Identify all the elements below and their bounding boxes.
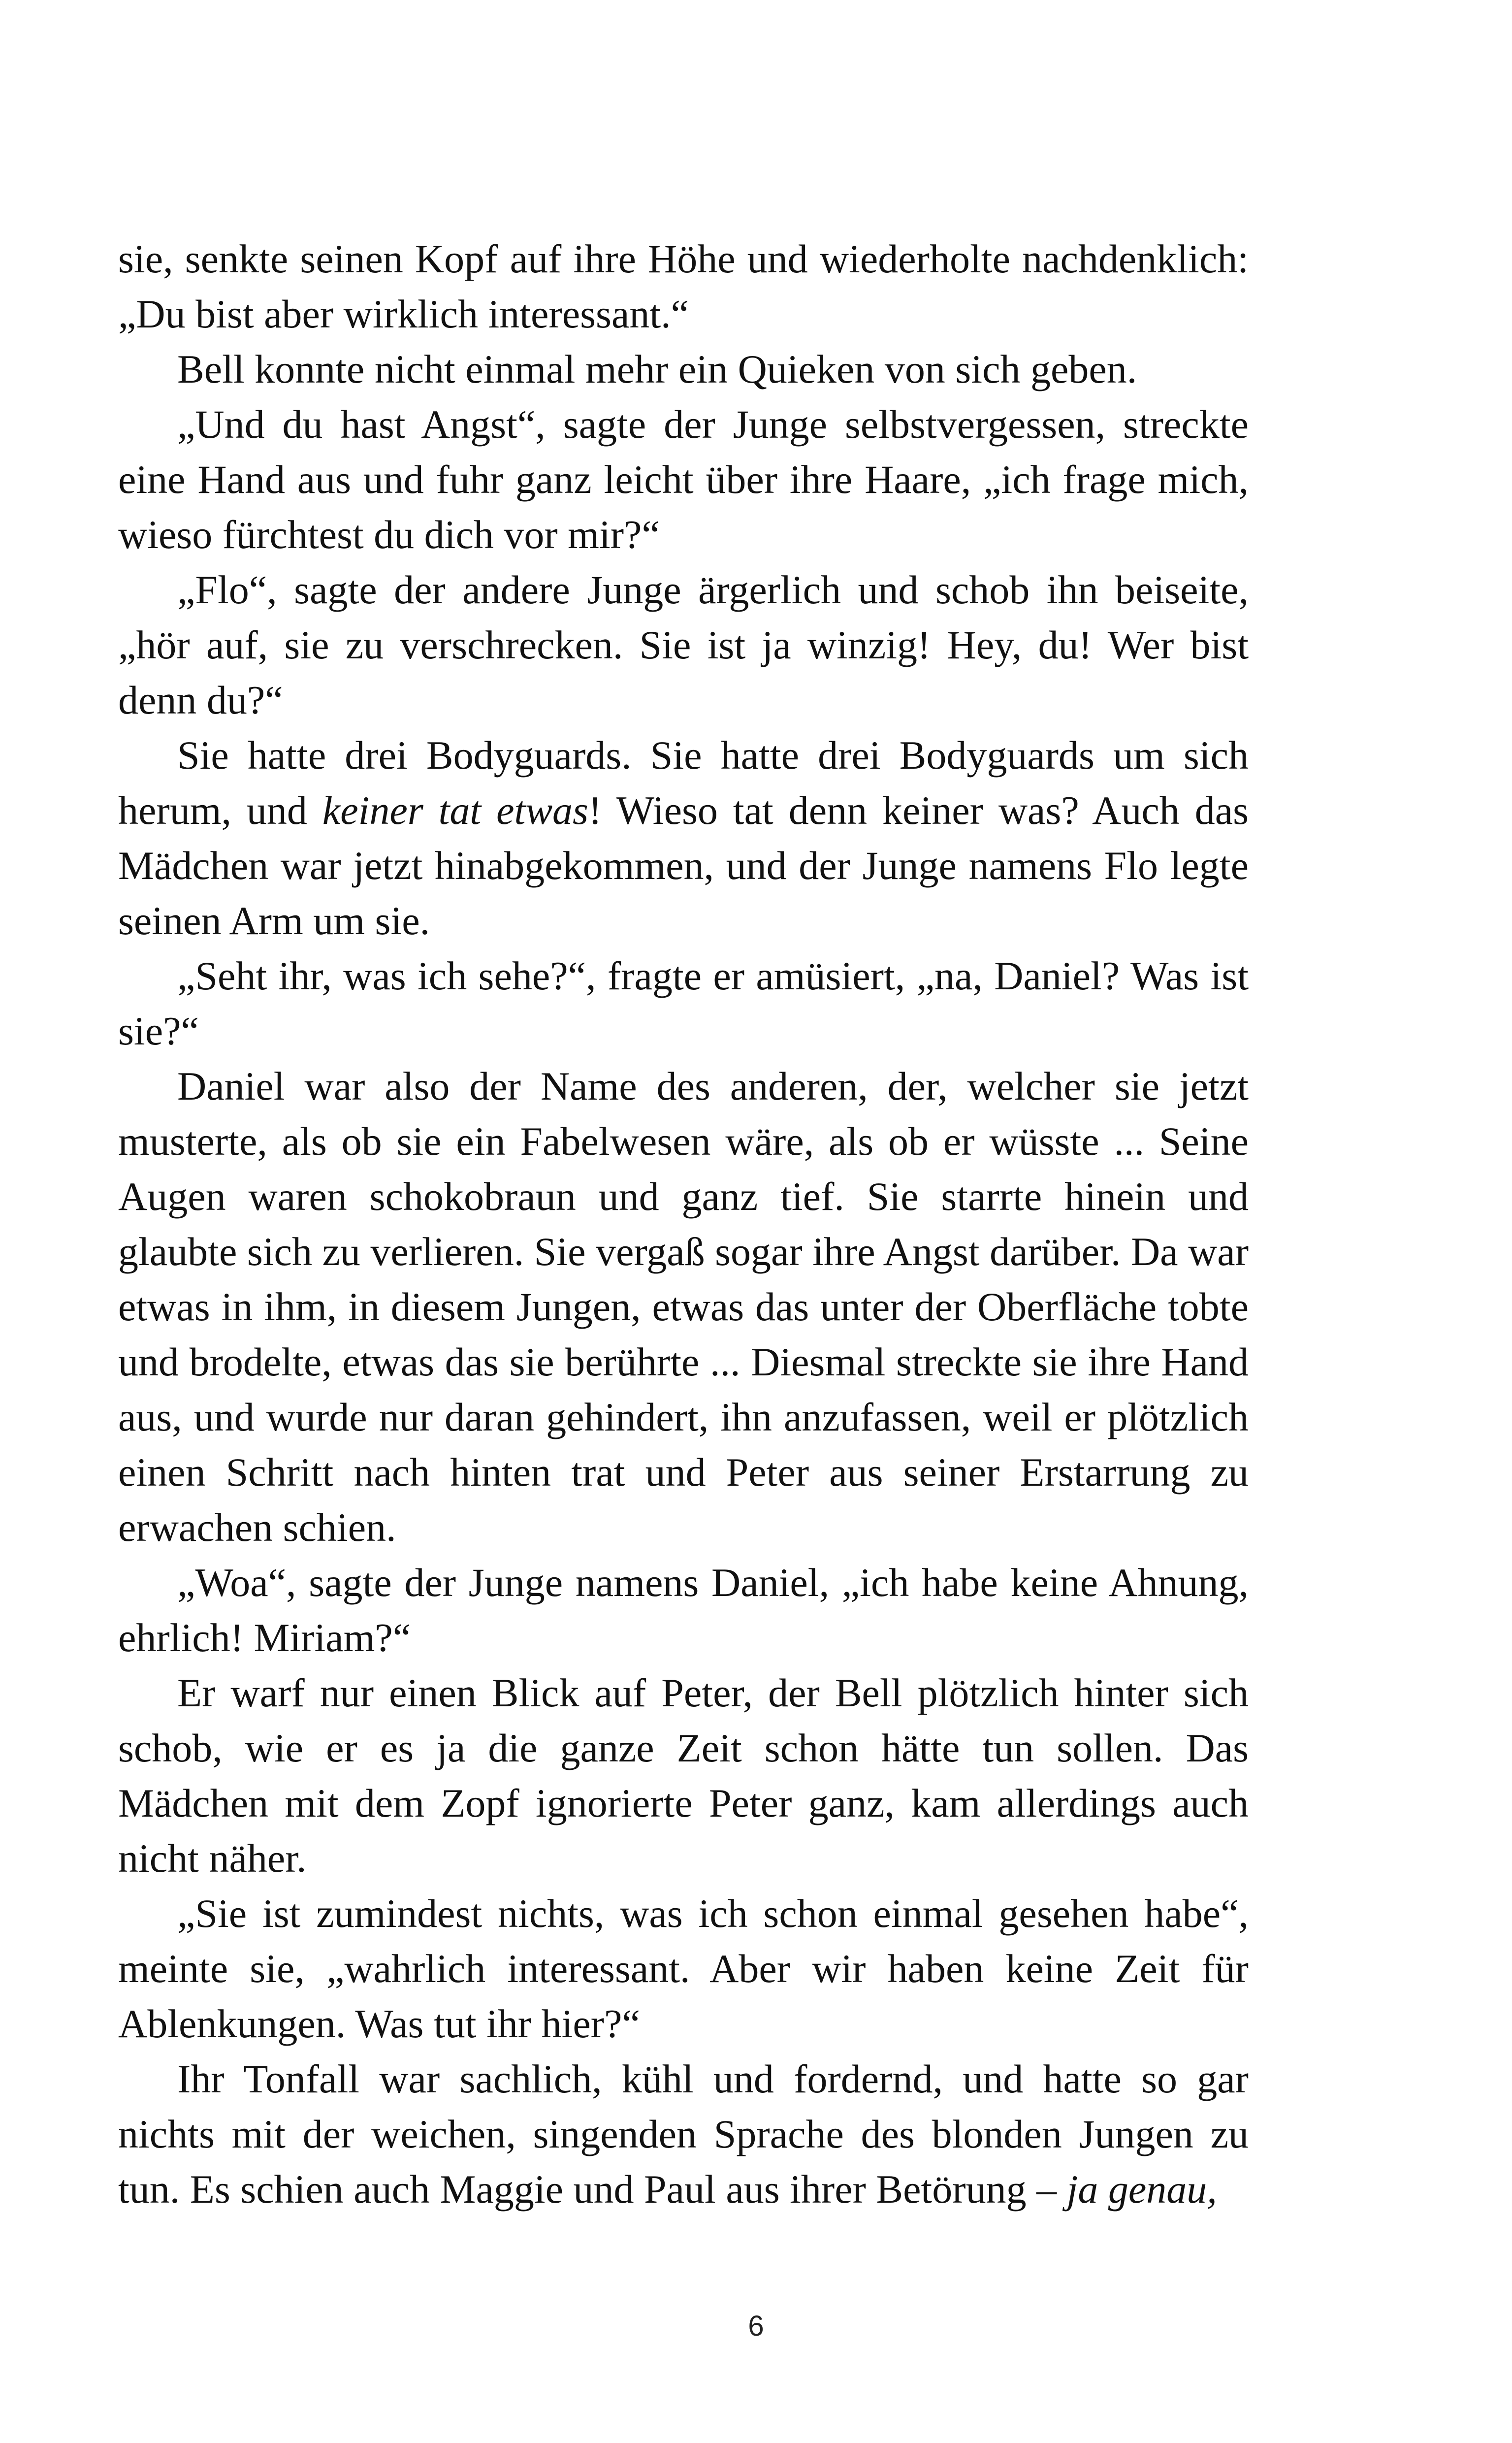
text-run: Daniel war also der Name des anderen, der, welcher sie jetzt musterte, als ob sie ein Fabelwesen wäre, als ob er wüsste ... Seine Augen waren schokobraun und ganz tief. Sie starrte hinein und glaubte sich zu verlieren. Sie vergaß sogar ihre Angst darüber. Da war etwas in ihm, in diesem Jungen, etwas das unter der Oberfläche tobte und brodelte, etwas das sie berührte ... Diesmal streckte sie ihre Hand aus, und wurde nur daran gehindert, ihn anzufassen, weil er plötzlich einen Schritt nach hinten trat und Peter aus seiner Erstarrung zu erwachen schien. <box>118 1064 1249 1550</box>
page-number: 6 <box>748 2310 764 2342</box>
paragraph <box>118 1555 1249 1665</box>
paragraph <box>118 728 1249 948</box>
text-run: „Sie ist zumindest nichts, was ich schon einmal gesehen habe“, meinte sie, „wahrlich interessant. Aber wir haben keine Zeit für Ablenkungen. Was tut ihr hier?“ <box>118 1891 1249 2046</box>
paragraph <box>118 2052 1249 2217</box>
paragraph <box>118 1665 1249 1886</box>
italic-text: keiner tat etwas <box>322 788 588 833</box>
paragraph <box>118 1059 1249 1555</box>
text-run: sie, senkte seinen Kopf auf ihre Höhe und wiederholte nachdenklich: „Du bist aber wirklich interessant.“ <box>118 236 1249 336</box>
paragraph <box>118 342 1249 397</box>
paragraph <box>118 948 1249 1059</box>
text-run: „Und du hast Angst“, sagte der Junge selbstvergessen, streckte eine Hand aus und fuhr ganz leicht über ihre Haare, „ich frage mich, wieso fürchtest du dich vor mir?“ <box>118 402 1249 557</box>
text-run: Ihr Tonfall war sachlich, kühl und fordernd, und hatte so gar nichts mit der weichen, singenden Sprache des blonden Jungen zu tun. Es schien auch Maggie und Paul aus ihrer Betörung <box>118 2056 1249 2212</box>
paragraph <box>118 1886 1249 2052</box>
text-run: Sie hatte drei Bodyguards. Sie hatte drei Bodyguards um sich herum, und <box>118 733 1249 833</box>
text-run: Bell konnte nicht einmal mehr ein Quieken von sich geben. <box>177 347 1137 391</box>
text-run: Er warf nur einen Blick auf Peter, der Bell plötzlich hinter sich schob, wie er es ja die ganze Zeit schon hätte tun sollen. Das Mädchen mit dem Zopf ignorierte Peter ganz, kam allerdings auch nicht näher. <box>118 1670 1249 1881</box>
paragraph <box>118 397 1249 562</box>
text-run: „Flo“, sagte der andere Junge ärgerlich und schob ihn beiseite, „hör auf, sie zu verschrecken. Sie ist ja winzig! Hey, du! Wer bist denn du?“ <box>118 567 1249 722</box>
body-text <box>118 231 1249 2217</box>
text-run: „Seht ihr, was ich sehe?“, fragte er amüsiert, „na, Daniel? Was ist sie?“ <box>118 953 1249 1053</box>
text-run: „Woa“, sagte der Junge namens Daniel, „ich habe keine Ahnung, ehrlich! Miriam?“ <box>118 1560 1249 1660</box>
italic-text: – ja genau, <box>1036 2167 1217 2212</box>
paragraph <box>118 562 1249 728</box>
text-run: ! Wieso tat denn keiner was? Auch das Mädchen war jetzt hinabgekommen, und der Junge namens Flo legte seinen Arm um sie. <box>118 788 1249 943</box>
paragraph <box>118 231 1249 342</box>
